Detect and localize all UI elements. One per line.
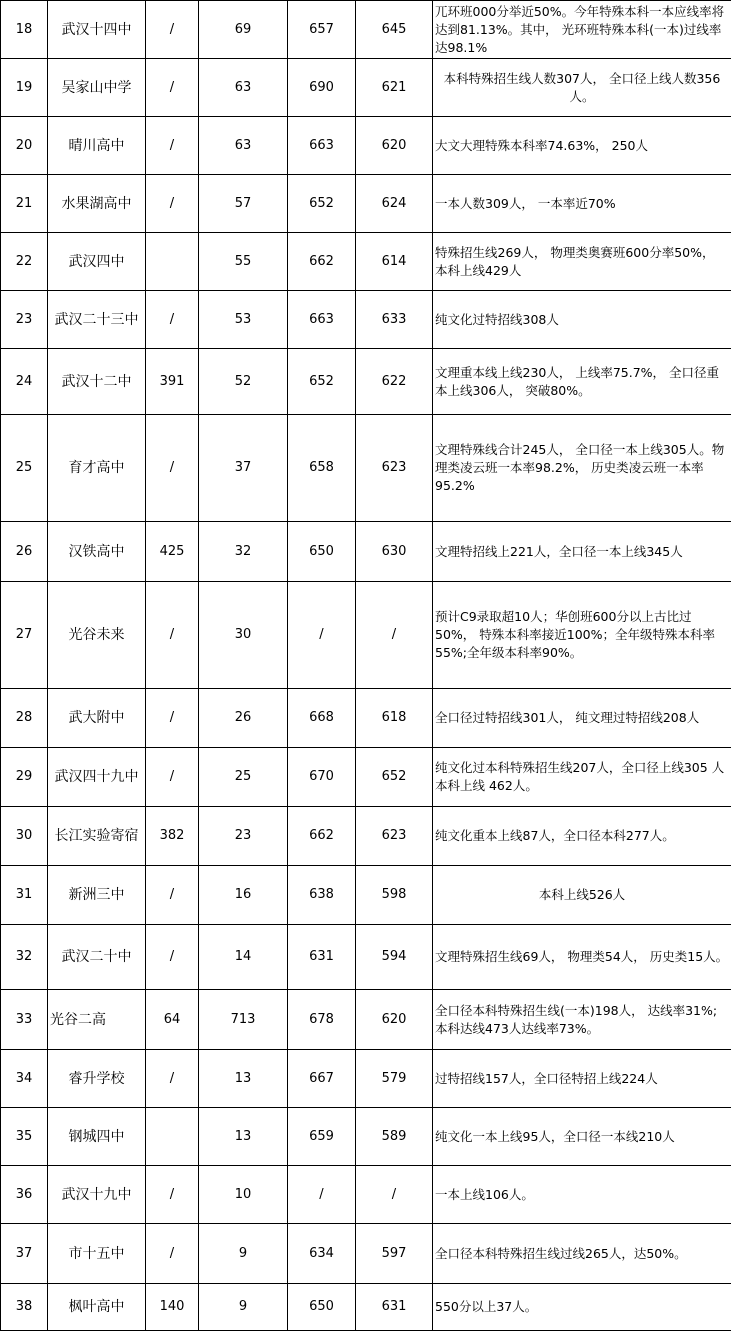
value-cell-3: 667 [288, 1050, 356, 1108]
value-cell-3: 638 [288, 866, 356, 925]
value-cell-2: 16 [199, 866, 288, 925]
school-name-cell: 晴川高中 [48, 117, 146, 175]
value-cell-1: / [146, 117, 199, 175]
rank-cell: 23 [1, 291, 48, 349]
note-cell: 文理特殊招生线69人， 物理类54人， 历史类15人。 [433, 925, 731, 990]
school-name-cell: 光谷二高 [48, 990, 146, 1050]
note-cell: 文理特招线上221人，全口径一本上线345人 [433, 522, 731, 582]
value-cell-3: / [288, 582, 356, 689]
value-cell-2: 26 [199, 689, 288, 748]
value-cell-3: 631 [288, 925, 356, 990]
value-cell-1 [146, 233, 199, 291]
value-cell-4: 614 [356, 233, 433, 291]
value-cell-4: 623 [356, 807, 433, 866]
value-cell-4: 624 [356, 175, 433, 233]
note-cell: 特殊招生线269人， 物理类奥赛班600分率50%， 本科上线429人 [433, 233, 731, 291]
value-cell-2: 55 [199, 233, 288, 291]
table-row [1, 59, 731, 117]
note-cell: 大文大理特殊本科率74.63%， 250人 [433, 117, 731, 175]
note-cell: 预计C9录取超10人；华创班600分以上古比过50%， 特殊本科率接近100%；全年级特殊本科率55%;全年级本科率90%。 [433, 582, 731, 689]
value-cell-3: 662 [288, 233, 356, 291]
table-row [1, 689, 731, 748]
note-cell: 550分以上37人。 [433, 1284, 731, 1331]
table-row [1, 807, 731, 866]
rank-cell: 29 [1, 748, 48, 807]
school-name-cell: 睿升学校 [48, 1050, 146, 1108]
rank-cell: 27 [1, 582, 48, 689]
school-name-cell: 新洲三中 [48, 866, 146, 925]
school-name-cell: 武汉二十三中 [48, 291, 146, 349]
note-cell: 纯文化一本上线95人，全口径一本线210人 [433, 1108, 731, 1166]
school-name-cell: 汉铁高中 [48, 522, 146, 582]
rank-cell: 33 [1, 990, 48, 1050]
table-row [1, 1108, 731, 1166]
table-row [1, 1, 731, 59]
value-cell-4: 579 [356, 1050, 433, 1108]
rank-cell: 21 [1, 175, 48, 233]
value-cell-1: / [146, 866, 199, 925]
school-name-cell: 吴家山中学 [48, 59, 146, 117]
rank-cell: 24 [1, 349, 48, 415]
value-cell-4: 622 [356, 349, 433, 415]
value-cell-2: 10 [199, 1166, 288, 1224]
school-name-cell: 育才高中 [48, 415, 146, 522]
table-body [1, 1, 731, 1331]
rank-cell: 26 [1, 522, 48, 582]
rank-cell: 30 [1, 807, 48, 866]
value-cell-1: 382 [146, 807, 199, 866]
value-cell-2: 30 [199, 582, 288, 689]
value-cell-2: 63 [199, 59, 288, 117]
table-row [1, 415, 731, 522]
rank-cell: 28 [1, 689, 48, 748]
value-cell-4: / [356, 1166, 433, 1224]
value-cell-3: 659 [288, 1108, 356, 1166]
school-name-cell: 长江实验寄宿 [48, 807, 146, 866]
value-cell-3: 650 [288, 522, 356, 582]
rank-cell: 36 [1, 1166, 48, 1224]
value-cell-2: 63 [199, 117, 288, 175]
note-cell: 全口径本科特殊招生线过线265人，达50%。 [433, 1224, 731, 1284]
table-row [1, 233, 731, 291]
school-name-cell: 市十五中 [48, 1224, 146, 1284]
value-cell-4: 597 [356, 1224, 433, 1284]
value-cell-4: 645 [356, 1, 433, 59]
value-cell-3: 690 [288, 59, 356, 117]
table-row [1, 990, 731, 1050]
value-cell-1: / [146, 1, 199, 59]
value-cell-3: 663 [288, 117, 356, 175]
value-cell-3: 658 [288, 415, 356, 522]
table-row [1, 866, 731, 925]
value-cell-1: / [146, 925, 199, 990]
value-cell-2: 9 [199, 1284, 288, 1331]
value-cell-2: 69 [199, 1, 288, 59]
value-cell-2: 13 [199, 1050, 288, 1108]
value-cell-3: 678 [288, 990, 356, 1050]
value-cell-4: 620 [356, 990, 433, 1050]
value-cell-2: 52 [199, 349, 288, 415]
note-cell: 纯文化过特招线308人 [433, 291, 731, 349]
value-cell-2: 37 [199, 415, 288, 522]
value-cell-3: 634 [288, 1224, 356, 1284]
note-cell: 纯文化重本上线87人，全口径本科277人。 [433, 807, 731, 866]
table-row [1, 291, 731, 349]
value-cell-4: 594 [356, 925, 433, 990]
value-cell-2: 713 [199, 990, 288, 1050]
value-cell-1: / [146, 582, 199, 689]
school-name-cell: 水果湖高中 [48, 175, 146, 233]
value-cell-4: 618 [356, 689, 433, 748]
note-cell: 全口径本科特殊招生线(一本)198人， 达线率31%;本科达线473人达线率73%。 [433, 990, 731, 1050]
note-cell: 过特招线157人，全口径特招上线224人 [433, 1050, 731, 1108]
table-row [1, 1224, 731, 1284]
value-cell-4: 633 [356, 291, 433, 349]
value-cell-2: 14 [199, 925, 288, 990]
value-cell-4: 589 [356, 1108, 433, 1166]
value-cell-4: 598 [356, 866, 433, 925]
table-row [1, 1050, 731, 1108]
value-cell-1: / [146, 415, 199, 522]
value-cell-2: 23 [199, 807, 288, 866]
value-cell-4: 652 [356, 748, 433, 807]
rank-cell: 32 [1, 925, 48, 990]
table-row [1, 1284, 731, 1331]
value-cell-4: 621 [356, 59, 433, 117]
value-cell-4: 623 [356, 415, 433, 522]
value-cell-1: 425 [146, 522, 199, 582]
value-cell-1: 140 [146, 1284, 199, 1331]
table-row [1, 175, 731, 233]
school-name-cell: 光谷未来 [48, 582, 146, 689]
table-row [1, 582, 731, 689]
school-name-cell: 武汉十四中 [48, 1, 146, 59]
school-name-cell: 武汉四中 [48, 233, 146, 291]
school-name-cell: 枫叶高中 [48, 1284, 146, 1331]
table-row [1, 349, 731, 415]
value-cell-1: 64 [146, 990, 199, 1050]
value-cell-3: / [288, 1166, 356, 1224]
value-cell-4: 631 [356, 1284, 433, 1331]
note-cell: 一本人数309人， 一本率近70% [433, 175, 731, 233]
value-cell-2: 9 [199, 1224, 288, 1284]
value-cell-2: 57 [199, 175, 288, 233]
value-cell-3: 662 [288, 807, 356, 866]
value-cell-1: / [146, 59, 199, 117]
note-cell: 本科上线526人 [433, 866, 731, 925]
value-cell-1: / [146, 1224, 199, 1284]
rank-cell: 19 [1, 59, 48, 117]
note-cell: 兀环班000分举近50%。今年特殊本科一本应线率将达到81.13%。其中， 光环班特殊本科(一本)过线率达98.1% [433, 1, 731, 59]
rank-cell: 18 [1, 1, 48, 59]
table-row [1, 1166, 731, 1224]
school-name-cell: 武汉十九中 [48, 1166, 146, 1224]
rank-cell: 25 [1, 415, 48, 522]
note-cell: 文理特殊线合计245人， 全口径一本上线305人。物理类凌云班一本率98.2%， 历史类凌云班一本率95.2% [433, 415, 731, 522]
note-cell: 一本上线106人。 [433, 1166, 731, 1224]
value-cell-3: 663 [288, 291, 356, 349]
value-cell-2: 32 [199, 522, 288, 582]
value-cell-3: 657 [288, 1, 356, 59]
table-row [1, 522, 731, 582]
school-name-cell: 武汉四十九中 [48, 748, 146, 807]
value-cell-3: 652 [288, 175, 356, 233]
note-cell: 全口径过特招线301人， 纯文理过特招线208人 [433, 689, 731, 748]
value-cell-1: / [146, 748, 199, 807]
value-cell-1: / [146, 175, 199, 233]
value-cell-1: / [146, 689, 199, 748]
rank-cell: 37 [1, 1224, 48, 1284]
value-cell-2: 13 [199, 1108, 288, 1166]
value-cell-1: / [146, 291, 199, 349]
note-cell: 本科特殊招生线人数307人， 全口径上线人数356人。 [433, 59, 731, 117]
value-cell-2: 25 [199, 748, 288, 807]
value-cell-3: 668 [288, 689, 356, 748]
value-cell-3: 670 [288, 748, 356, 807]
rank-cell: 38 [1, 1284, 48, 1331]
note-cell: 纯文化过本科特殊招生线207人，全口径上线305 人本科上线 462人。 [433, 748, 731, 807]
school-name-cell: 武大附中 [48, 689, 146, 748]
table-row [1, 925, 731, 990]
school-name-cell: 武汉二十中 [48, 925, 146, 990]
value-cell-1: / [146, 1050, 199, 1108]
rank-cell: 31 [1, 866, 48, 925]
note-cell: 文理重本线上线230人， 上线率75.7%， 全口径重本上线306人， 突破80%。 [433, 349, 731, 415]
value-cell-1 [146, 1108, 199, 1166]
rank-cell: 34 [1, 1050, 48, 1108]
value-cell-3: 652 [288, 349, 356, 415]
value-cell-4: / [356, 582, 433, 689]
value-cell-1: 391 [146, 349, 199, 415]
rank-cell: 35 [1, 1108, 48, 1166]
school-name-cell: 钢城四中 [48, 1108, 146, 1166]
table-row [1, 117, 731, 175]
value-cell-2: 53 [199, 291, 288, 349]
value-cell-3: 650 [288, 1284, 356, 1331]
rank-cell: 22 [1, 233, 48, 291]
value-cell-1: / [146, 1166, 199, 1224]
value-cell-4: 630 [356, 522, 433, 582]
rank-cell: 20 [1, 117, 48, 175]
school-name-cell: 武汉十二中 [48, 349, 146, 415]
table-row [1, 748, 731, 807]
value-cell-4: 620 [356, 117, 433, 175]
